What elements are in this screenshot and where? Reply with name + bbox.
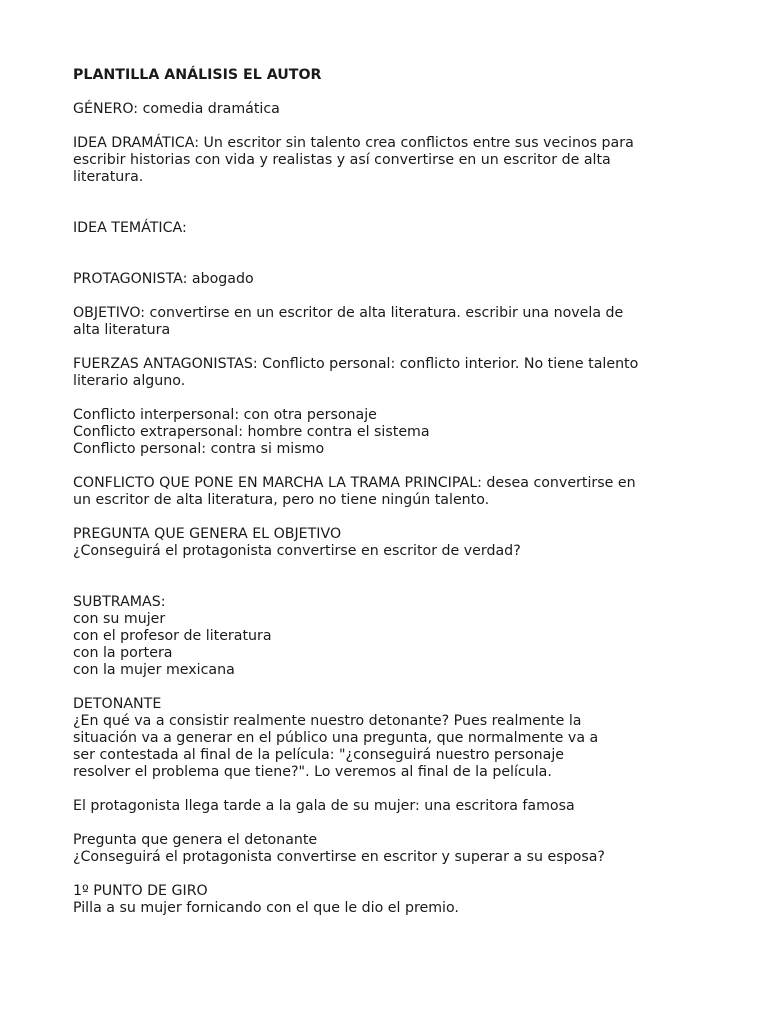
protagonista-line: PROTAGONISTA: abogado [73,271,254,287]
list-item: Conflicto personal: contra si mismo [73,441,325,457]
text-line: escribir historias con vida y realistas y así convertirse en un escritor de alta [73,152,611,168]
pregunta-objetivo-paragraph [73,526,733,560]
list-item: con la portera [73,645,173,661]
list-item: Conflicto interpersonal: con otra personaje [73,407,377,423]
text-line: OBJETIVO: convertirse en un escritor de alta literatura. escribir una novela de [73,305,624,321]
punto-giro-paragraph [73,883,733,917]
text-line: Pilla a su mujer fornicando con el que le dio el premio. [73,900,459,916]
genero-line: GÉNERO: comedia dramática [73,101,280,117]
detonante-paragraph [73,696,733,781]
objetivo-paragraph [73,305,733,339]
text-line: Pregunta que genera el detonante [73,832,318,848]
text-line: IDEA DRAMÁTICA: Un escritor sin talento crea conflictos entre sus vecinos para [73,135,634,151]
list-item: Conflicto extrapersonal: hombre contra el sistema [73,424,430,440]
conflictos-list [73,407,733,458]
text-line: CONFLICTO QUE PONE EN MARCHA LA TRAMA PRINCIPAL: desea convertirse en [73,475,636,491]
text-line: literatura. [73,169,144,185]
text-line: situación va a generar en el público una pregunta, que normalmente va a [73,730,599,746]
list-item: SUBTRAMAS: [73,594,166,610]
text-line: ¿En qué va a consistir realmente nuestro detonante? Pues realmente la [73,713,582,729]
list-item: con la mujer mexicana [73,662,235,678]
detonante-hecho-line: El protagonista llega tarde a la gala de su mujer: una escritora famosa [73,798,575,814]
idea-tematica-line: IDEA TEMÁTICA: [73,220,187,236]
document-page [73,67,733,917]
text-line: PREGUNTA QUE GENERA EL OBJETIVO [73,526,342,542]
text-line: ¿Conseguirá el protagonista convertirse en escritor de verdad? [73,543,521,559]
list-item: con su mujer [73,611,166,627]
document-title: PLANTILLA ANÁLISIS EL AUTOR [73,67,322,83]
subtramas-list [73,594,733,679]
text-line: 1º PUNTO DE GIRO [73,883,208,899]
idea-dramatica-paragraph [73,135,733,186]
fuerzas-antagonistas-paragraph [73,356,733,390]
text-line: DETONANTE [73,696,162,712]
text-line: ¿Conseguirá el protagonista convertirse en escritor y superar a su esposa? [73,849,605,865]
pregunta-detonante-paragraph [73,832,733,866]
text-line: un escritor de alta literatura, pero no tiene ningún talento. [73,492,490,508]
text-line: resolver el problema que tiene?". Lo veremos al final de la película. [73,764,552,780]
list-item: con el profesor de literatura [73,628,272,644]
text-line: literario alguno. [73,373,186,389]
text-line: FUERZAS ANTAGONISTAS: Conflicto personal: conflicto interior. No tiene talento [73,356,639,372]
conflicto-trama-paragraph [73,475,733,509]
text-line: alta literatura [73,322,171,338]
text-line: ser contestada al final de la película: "¿conseguirá nuestro personaje [73,747,565,763]
